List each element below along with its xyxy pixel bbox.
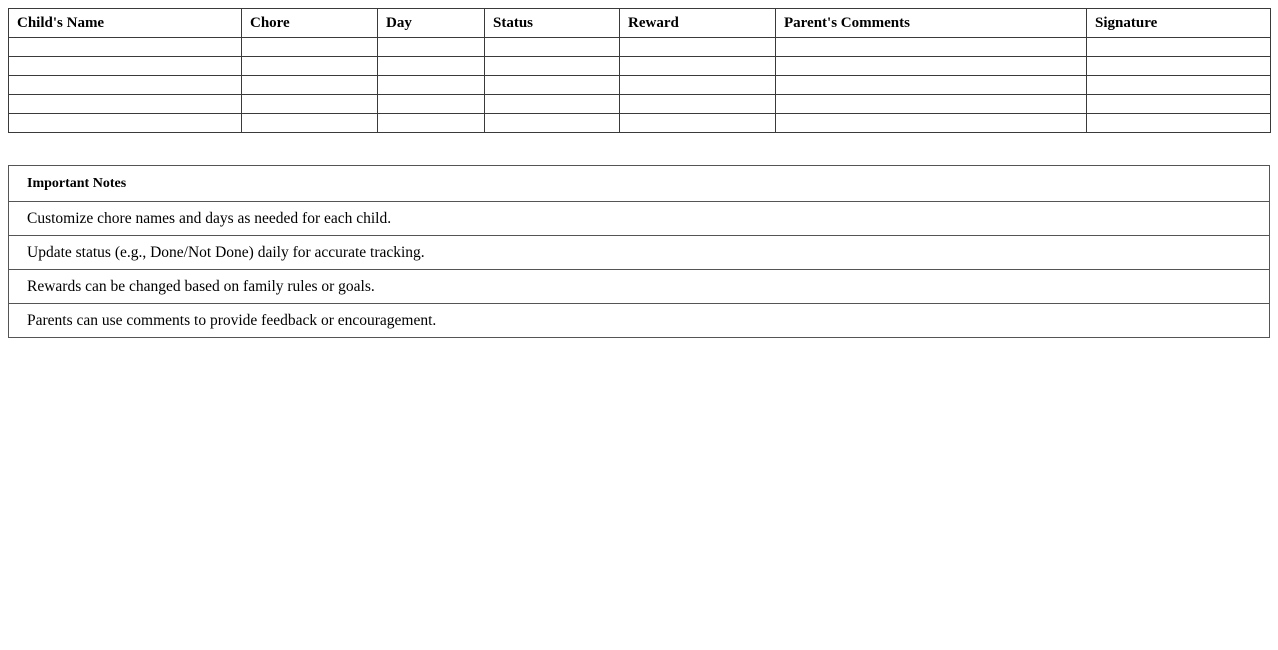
chore-chart-header — [9, 9, 1271, 38]
cell-chore[interactable] — [242, 38, 378, 57]
note-text: Parents can use comments to provide feedback or encouragement. — [9, 304, 1270, 338]
cell-status[interactable] — [485, 57, 620, 76]
important-notes-body — [9, 166, 1270, 338]
list-item — [9, 202, 1270, 236]
cell-childs-name[interactable] — [9, 76, 242, 95]
cell-chore[interactable] — [242, 57, 378, 76]
column-header-day: Day — [378, 9, 485, 38]
cell-parents-comments[interactable] — [776, 95, 1087, 114]
list-item — [9, 236, 1270, 270]
cell-status[interactable] — [485, 38, 620, 57]
cell-reward[interactable] — [620, 57, 776, 76]
notes-header-label: Important Notes — [9, 166, 1270, 202]
cell-chore[interactable] — [242, 76, 378, 95]
cell-day[interactable] — [378, 95, 485, 114]
cell-signature[interactable] — [1087, 76, 1271, 95]
list-item — [9, 270, 1270, 304]
table-row[interactable] — [9, 57, 1271, 76]
cell-chore[interactable] — [242, 114, 378, 133]
important-notes-table — [8, 165, 1270, 338]
column-header-parents-comments: Parent's Comments — [776, 9, 1087, 38]
note-text: Customize chore names and days as needed for each child. — [9, 202, 1270, 236]
note-text: Rewards can be changed based on family rules or goals. — [9, 270, 1270, 304]
cell-childs-name[interactable] — [9, 38, 242, 57]
cell-signature[interactable] — [1087, 114, 1271, 133]
table-header-row — [9, 9, 1271, 38]
cell-parents-comments[interactable] — [776, 76, 1087, 95]
cell-childs-name[interactable] — [9, 57, 242, 76]
note-text: Update status (e.g., Done/Not Done) daily for accurate tracking. — [9, 236, 1270, 270]
cell-day[interactable] — [378, 76, 485, 95]
table-row[interactable] — [9, 76, 1271, 95]
chore-chart-body — [9, 38, 1271, 133]
notes-header-row — [9, 166, 1270, 202]
cell-signature[interactable] — [1087, 95, 1271, 114]
cell-day[interactable] — [378, 57, 485, 76]
table-row[interactable] — [9, 95, 1271, 114]
cell-day[interactable] — [378, 38, 485, 57]
column-header-childs-name: Child's Name — [9, 9, 242, 38]
cell-parents-comments[interactable] — [776, 38, 1087, 57]
cell-childs-name[interactable] — [9, 114, 242, 133]
column-header-status: Status — [485, 9, 620, 38]
list-item — [9, 304, 1270, 338]
cell-reward[interactable] — [620, 76, 776, 95]
cell-chore[interactable] — [242, 95, 378, 114]
table-row[interactable] — [9, 114, 1271, 133]
column-header-reward: Reward — [620, 9, 776, 38]
column-header-signature: Signature — [1087, 9, 1271, 38]
cell-signature[interactable] — [1087, 38, 1271, 57]
cell-parents-comments[interactable] — [776, 114, 1087, 133]
cell-childs-name[interactable] — [9, 95, 242, 114]
table-row[interactable] — [9, 38, 1271, 57]
cell-signature[interactable] — [1087, 57, 1271, 76]
cell-reward[interactable] — [620, 114, 776, 133]
cell-status[interactable] — [485, 76, 620, 95]
cell-status[interactable] — [485, 95, 620, 114]
cell-parents-comments[interactable] — [776, 57, 1087, 76]
cell-reward[interactable] — [620, 38, 776, 57]
cell-reward[interactable] — [620, 95, 776, 114]
cell-status[interactable] — [485, 114, 620, 133]
cell-day[interactable] — [378, 114, 485, 133]
chore-chart-table — [8, 8, 1271, 133]
column-header-chore: Chore — [242, 9, 378, 38]
table-spacer — [8, 133, 1270, 165]
